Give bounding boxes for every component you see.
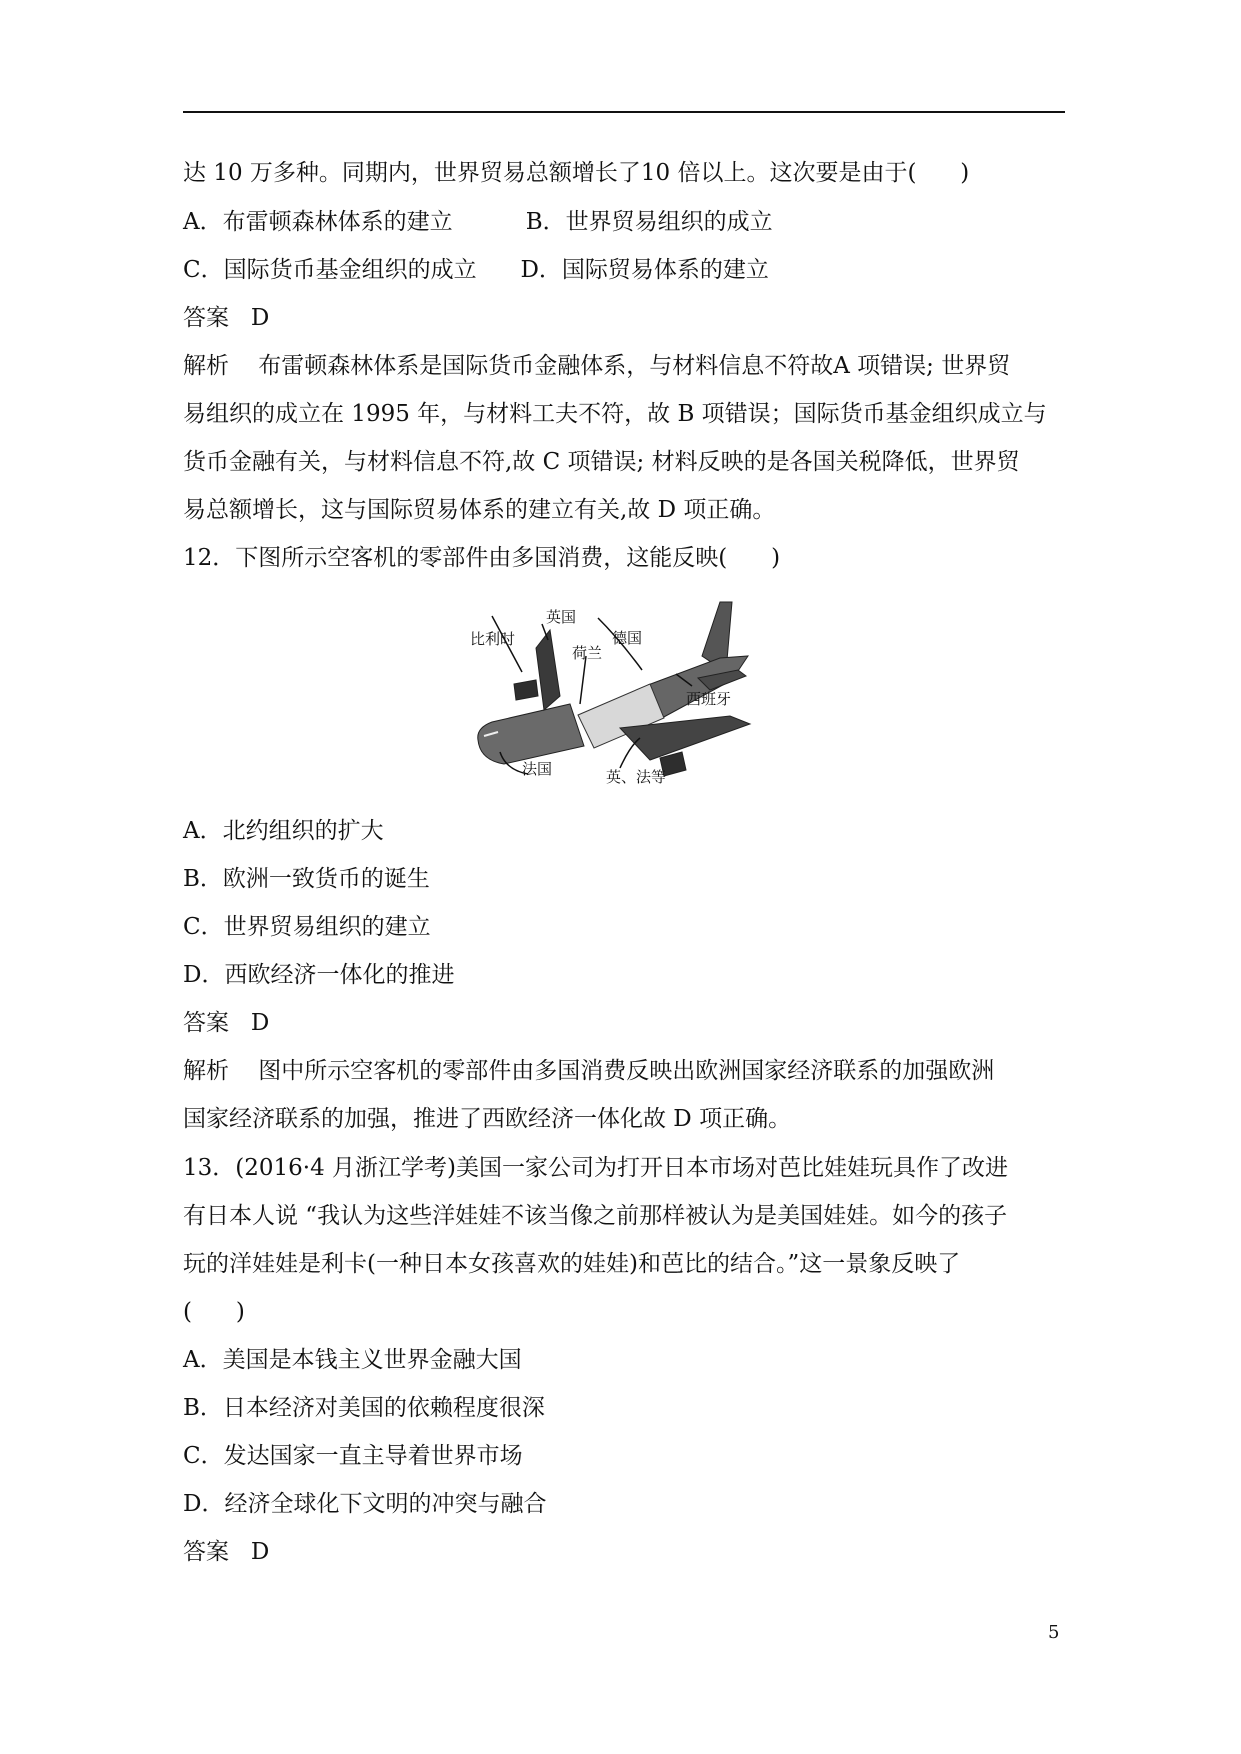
analysis-line: 易组织的成立在 1995 年，与材料工夫不符，故 B 项错误；国际货币基金组织成立与 <box>183 401 1047 427</box>
question-line: 有日本人说 “我认为这些洋娃娃不该当像之前那样被认为是美国娃娃。如今的孩子 <box>183 1203 1008 1229</box>
page-number: 5 <box>1048 1622 1060 1643</box>
label-uk-france-etc: 英、法等 <box>606 768 667 786</box>
analysis-line: 解析 图中所示空客机的零部件由多国消费反映出欧洲国家经济联系的加强欧洲 <box>183 1058 995 1084</box>
question-line: 12．下图所示空客机的零部件由多国消费，这能反映( ) <box>183 545 781 571</box>
label-netherlands: 荷兰 <box>572 644 603 662</box>
option-line: D．经济全球化下文明的冲突与融合 <box>183 1491 547 1517</box>
rear-fuselage <box>648 656 748 718</box>
analysis-line: 国家经济联系的加强，推进了西欧经济一体化故 D 项正确。 <box>183 1106 792 1132</box>
question-line: 13．(2016·4 月浙江学考)美国一家公司为打开日本市场对芭比娃娃玩具作了改进 <box>183 1155 1009 1181</box>
label-spain: 西班牙 <box>686 690 732 708</box>
option-line: A．布雷顿森林体系的建立 B．世界贸易组织的成立 <box>183 209 773 235</box>
wing-part-top <box>536 630 560 710</box>
airplane-parts-figure <box>470 600 760 805</box>
label-germany: 德国 <box>612 629 643 647</box>
analysis-line: 解析 布雷顿森林体系是国际货币金融体系，与材料信息不符故A 项错误; 世界贸 <box>183 353 1011 379</box>
engine-pod-left <box>514 680 538 700</box>
label-france: 法国 <box>522 760 553 778</box>
option-line: B．欧洲一致货币的诞生 <box>183 866 430 892</box>
option-line: C．发达国家一直主导着世界市场 <box>183 1443 523 1469</box>
answer-line: 答案 D <box>183 305 270 331</box>
question-line: 玩的洋娃娃是利卡(一种日本女孩喜欢的娃娃)和芭比的结合。”这一景象反映了 <box>183 1251 961 1277</box>
label-uk: 英国 <box>546 608 577 626</box>
answer-line: 答案 D <box>183 1539 270 1565</box>
option-line: C．国际货币基金组织的成立 D．国际贸易体系的建立 <box>183 257 769 283</box>
analysis-line: 货币金融有关，与材料信息不符,故 C 项错误; 材料反映的是各国关税降低，世界贸 <box>183 449 1020 475</box>
option-line: C．世界贸易组织的建立 <box>183 914 431 940</box>
question-line: ( ) <box>183 1299 245 1325</box>
text-line: 达 10 万多种。同期内，世界贸易总额增长了10 倍以上。这次要是由于( ) <box>183 160 970 186</box>
label-belgium: 比利时 <box>470 630 516 648</box>
answer-line: 答案 D <box>183 1010 270 1036</box>
analysis-line: 易总额增长，这与国际贸易体系的建立有关,故 D 项正确。 <box>183 497 776 523</box>
option-line: D．西欧经济一体化的推进 <box>183 962 455 988</box>
header-rule <box>183 111 1065 113</box>
option-line: B．日本经济对美国的依赖程度很深 <box>183 1395 545 1421</box>
option-line: A．北约组织的扩大 <box>183 818 384 844</box>
option-line: A．美国是本钱主义世界金融大国 <box>183 1347 522 1373</box>
